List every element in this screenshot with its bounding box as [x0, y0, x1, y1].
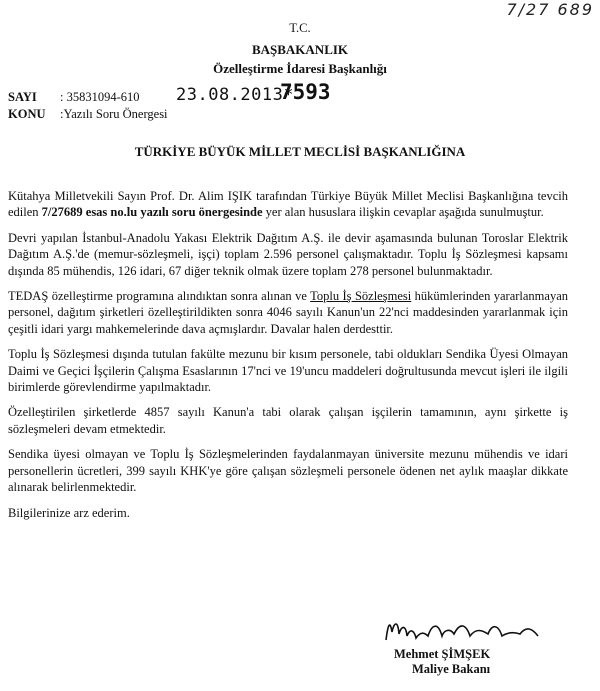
sayi-label: SAYI [8, 90, 37, 104]
header-department: Özelleştirme İdaresi Başkanlığı [213, 61, 387, 76]
signature-scribble [380, 614, 580, 644]
paragraph-6: Sendika üyesi olmayan ve Toplu İş Sözleşmelerinden faydalanmayan üniversite mezunu mühendis ve idari personellerin ücretleri, 399 sayılı KHK'ye göre çalışan sözleşmeli personele ödenen net aylık maaşlar dikkate alınarak belirlenmektedir. [8, 447, 568, 495]
p3-text-a: TEDAŞ özelleştirme programına alındıktan sonra alınan ve [8, 289, 311, 304]
stamp-date: 23.08.2013* [176, 85, 295, 105]
sayi-line [8, 90, 140, 105]
handwritten-reference: 7/27 689 [506, 0, 594, 19]
paragraph-4: Toplu İş Sözleşmesi dışında tutulan fakülte mezunu bir kısım personele, tabi oldukları Sendika Üyesi Olmayan Daimi ve Geçici İşçilerin Çalışma Esaslarının 17'nci ve 19'uncu maddeleri doğrultusunda mevcut işleri ile ilgili birimlerde görevlendirme yapılmaktadır. [8, 347, 568, 395]
paragraph-1 [8, 188, 568, 221]
p1-bold-ref: 7/27689 esas no.lu [41, 205, 138, 220]
konu-value: :Yazılı Soru Önergesi [60, 107, 168, 121]
signatory-title: Maliye Bakanı [412, 662, 491, 676]
paragraph-5: Özelleştirilen şirketlerde 4857 sayılı Kanun'a tabi olarak çalışan işçilerin tamamının, aynı şirkette iş sözleşmeleri devam etmektedir. [8, 405, 568, 436]
p1-text-c: yer alan hususlara ilişkin cevaplar aşağıda sunulmuştur. [262, 205, 544, 220]
paragraph-2: Devri yapılan İstanbul-Anadolu Yakası Elektrik Dağıtım A.Ş. ile devir aşamasında bulunan Toroslar Elektrik Dağıtım A.Ş.'de (memur-sözleşmeli, işçi) toplam 2.596 personel çalışmaktadır. Toplu İş Sözleşmesi kapsamı dışında 85 mühendis, 126 idari, 67 diğer teknik olmak üzere toplam 278 personel bulunmaktadır. [8, 230, 568, 278]
konu-label: KONU [8, 107, 46, 121]
signatory-name: Mehmet ŞİMŞEK [394, 647, 491, 661]
header-ministry: BAŞBAKANLIK [251, 42, 349, 57]
p1-bold-topic: yazılı soru önergesinde [140, 205, 263, 220]
paragraph-7: Bilgilerinize arz ederim. [8, 505, 130, 520]
paragraph-3 [8, 288, 568, 337]
addressee: TÜRKİYE BÜYÜK MİLLET MECLİSİ BAŞKANLIĞINA [134, 144, 466, 159]
letter-body [8, 188, 568, 530]
p3-text-b: hükümlerinden yararlanmayan personel, dağıtım şirketleri özelleştirildikten sonra 4046 sayılı Kanun'un 22'nci maddesinden yararlanmak için çeşitli idari yargı mahkemelerinde dava açmışlardır. Davalar halen derdesttir. [8, 289, 568, 336]
stamp-number: 7593 [280, 80, 331, 104]
p1-text-a: Kütahya Milletvekili Sayın Prof. Dr. Alim IŞIK tarafından Türkiye Büyük Millet Meclisi Başkanlığına tevcih edilen [8, 189, 568, 220]
konu-line [8, 107, 168, 122]
p3-underlined: Toplu İş Sözleşmesi [310, 289, 412, 304]
sayi-value: : 35831094-610 [60, 90, 140, 104]
header-tc: T.C. [289, 21, 311, 35]
